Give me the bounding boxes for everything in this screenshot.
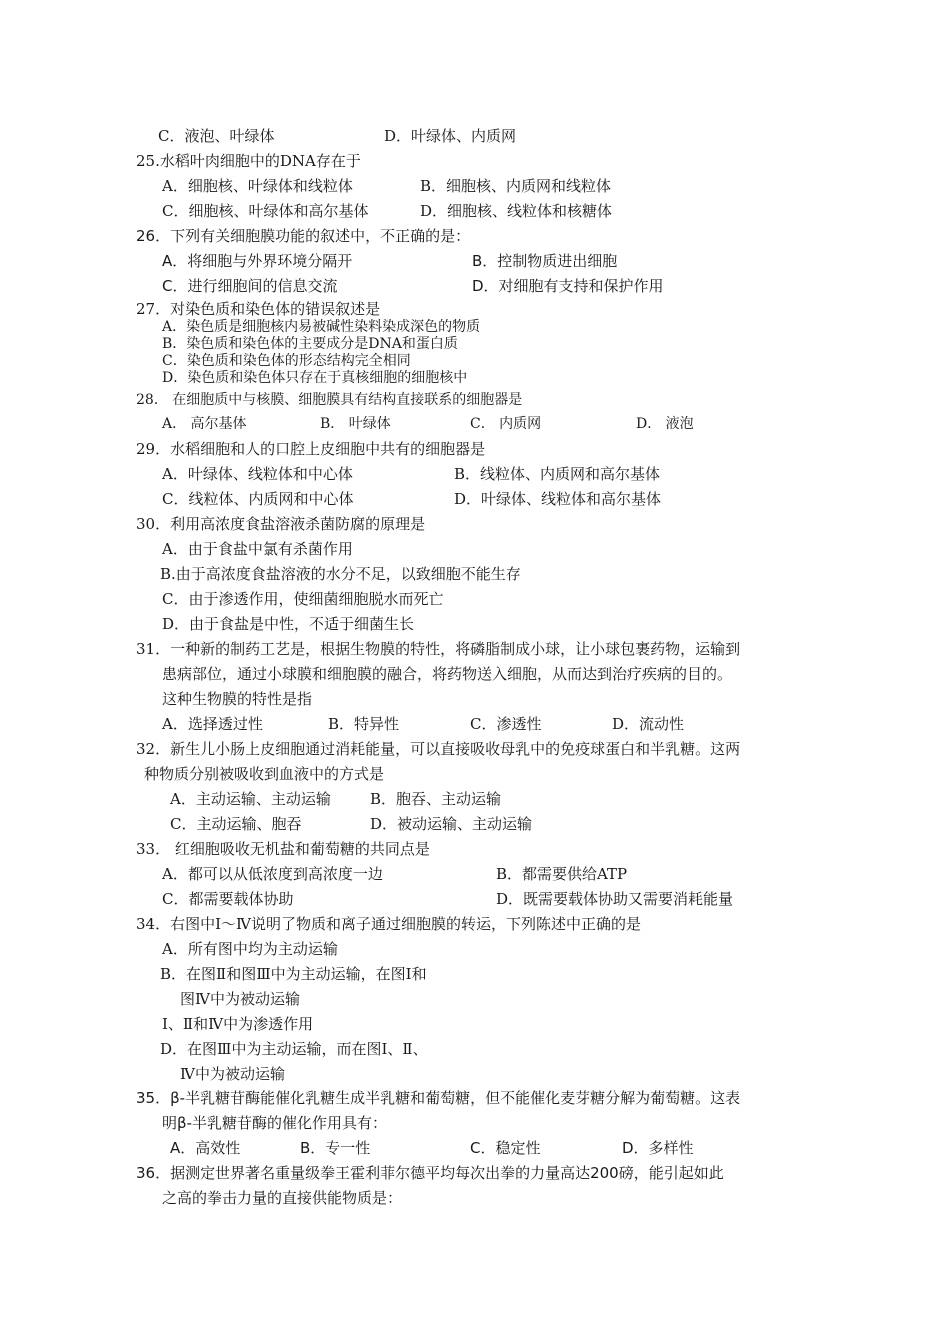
q30-option-c: C．由于渗透作用，使细菌细胞脱水而死亡 (162, 590, 444, 608)
q33-option-a: A．都可以从低浓度到高浓度一边 (162, 865, 383, 883)
q33-option-d: D．既需要载体协助又需要消耗能量 (496, 890, 734, 908)
q26-stem: 26．下列有关细胞膜功能的叙述中，不正确的是： (136, 227, 471, 245)
q27-option-d: D．染色质和染色体只存在于真核细胞的细胞核中 (162, 370, 468, 386)
q29-option-d: D．叶绿体、线粒体和高尔基体 (454, 490, 662, 508)
q31-stem-line1: 31．一种新的制药工艺是，根据生物膜的特性，将磷脂制成小球，让小球包裹药物，运输到 (136, 640, 741, 658)
q31-option-a: A．选择透过性 (162, 715, 263, 733)
q24-option-d: D．叶绿体、内质网 (384, 127, 517, 145)
q34-option-c: Ⅰ、Ⅱ和Ⅳ中为渗透作用 (162, 1015, 314, 1033)
q25-option-a: A．细胞核、叶绿体和线粒体 (162, 177, 353, 195)
q34-option-b-line1: B．在图Ⅱ和图Ⅲ中为主动运输，在图Ⅰ和 (160, 965, 427, 983)
q34-option-a: A．所有图中均为主动运输 (162, 940, 338, 958)
q31-option-d: D．流动性 (612, 715, 685, 733)
q31-stem-line3: 这种生物膜的特性是指 (162, 690, 313, 708)
q25-option-d: D．细胞核、线粒体和核糖体 (420, 202, 613, 220)
q27-option-a: A．染色质是细胞核内易被碱性染料染成深色的物质 (162, 319, 481, 335)
q27-option-b: B．染色质和染色体的主要成分是DNA和蛋白质 (162, 336, 458, 352)
q35-option-c: C．稳定性 (470, 1139, 541, 1157)
q26-option-b: B．控制物质进出细胞 (472, 252, 618, 270)
q27-option-c: C．染色质和染色体的形态结构完全相同 (162, 353, 411, 369)
q35-option-d: D．多样性 (622, 1139, 694, 1157)
q34-option-d-line2: Ⅳ中为被动运输 (180, 1065, 285, 1083)
q34-option-d-line1: D．在图Ⅲ中为主动运输，而在图Ⅰ、Ⅱ、 (160, 1040, 428, 1058)
q33-option-c: C．都需要载体协助 (162, 890, 294, 908)
q26-option-c: C．进行细胞间的信息交流 (162, 277, 338, 295)
q28-option-d: D． 液泡 (636, 416, 694, 432)
q35-option-a: A．高效性 (170, 1139, 241, 1157)
q29-stem: 29．水稻细胞和人的口腔上皮细胞中共有的细胞器是 (136, 440, 486, 458)
q32-option-c: C．主动运输、胞吞 (170, 815, 302, 833)
q25-option-b: B．细胞核、内质网和线粒体 (420, 177, 612, 195)
q33-option-b: B．都需要供给ATP (496, 865, 628, 883)
q25-option-c: C．细胞核、叶绿体和高尔基体 (162, 202, 369, 220)
q30-option-b: B.由于高浓度食盐溶液的水分不足，以致细胞不能生存 (160, 565, 521, 583)
q27-stem: 27．对染色质和染色体的错误叙述是 (136, 300, 381, 318)
q33-stem: 33． 红细胞吸收无机盐和葡萄糖的共同点是 (136, 840, 430, 858)
q35-stem-line1: 35．β-半乳糖苷酶能催化乳糖生成半乳糖和葡萄糖，但不能催化麦芽糖分解为葡萄糖。这表 (136, 1089, 741, 1107)
q32-stem-line1: 32．新生儿小肠上皮细胞通过消耗能量，可以直接吸收母乳中的免疫球蛋白和半乳糖。这两 (136, 740, 741, 758)
q35-option-b: B．专一性 (300, 1139, 371, 1157)
q35-stem-line2: 明β-半乳糖苷酶的催化作用具有： (162, 1114, 387, 1132)
q32-option-d: D．被动运输、主动运输 (370, 815, 533, 833)
q32-option-a: A．主动运输、主动运输 (170, 790, 331, 808)
q36-stem-line2: 之高的拳击力量的直接供能物质是： (162, 1189, 403, 1207)
q29-option-b: B．线粒体、内质网和高尔基体 (454, 465, 661, 483)
q31-option-c: C．渗透性 (470, 715, 542, 733)
q34-option-b-line2: 图Ⅳ中为被动运输 (180, 990, 300, 1008)
q29-option-a: A．叶绿体、线粒体和中心体 (162, 465, 353, 483)
q24-option-c: C．液泡、叶绿体 (158, 127, 275, 145)
q34-stem: 34．右图中Ⅰ～Ⅳ说明了物质和离子通过细胞膜的转运，下列陈述中正确的是 (136, 915, 642, 933)
q25-stem: 25.水稻叶肉细胞中的DNA存在于 (136, 152, 361, 170)
q31-stem-line2: 患病部位，通过小球膜和细胞膜的融合，将药物送入细胞，从而达到治疗疾病的目的。 (162, 665, 733, 683)
q28-stem: 28． 在细胞质中与核膜、细胞膜具有结构直接联系的细胞器是 (136, 392, 523, 408)
q26-option-d: D．对细胞有支持和保护作用 (472, 277, 664, 295)
q30-option-d: D．由于食盐是中性，不适于细菌生长 (162, 615, 415, 633)
q30-stem: 30．利用高浓度食盐溶液杀菌防腐的原理是 (136, 515, 426, 533)
q36-stem-line1: 36．据测定世界著名重量级拳王霍利菲尔德平均每次出拳的力量高达200磅，能引起如此 (136, 1164, 724, 1182)
q28-option-c: C． 内质网 (470, 416, 542, 432)
q32-option-b: B．胞吞、主动运输 (370, 790, 502, 808)
q26-option-a: A．将细胞与外界环境分隔开 (162, 252, 353, 270)
q30-option-a: A．由于食盐中氯有杀菌作用 (162, 540, 353, 558)
q32-stem-line2: 种物质分别被吸收到血液中的方式是 (144, 765, 385, 783)
q28-option-b: B． 叶绿体 (320, 416, 391, 432)
q28-option-a: A． 高尔基体 (162, 416, 247, 432)
q29-option-c: C．线粒体、内质网和中心体 (162, 490, 354, 508)
q31-option-b: B．特异性 (328, 715, 400, 733)
